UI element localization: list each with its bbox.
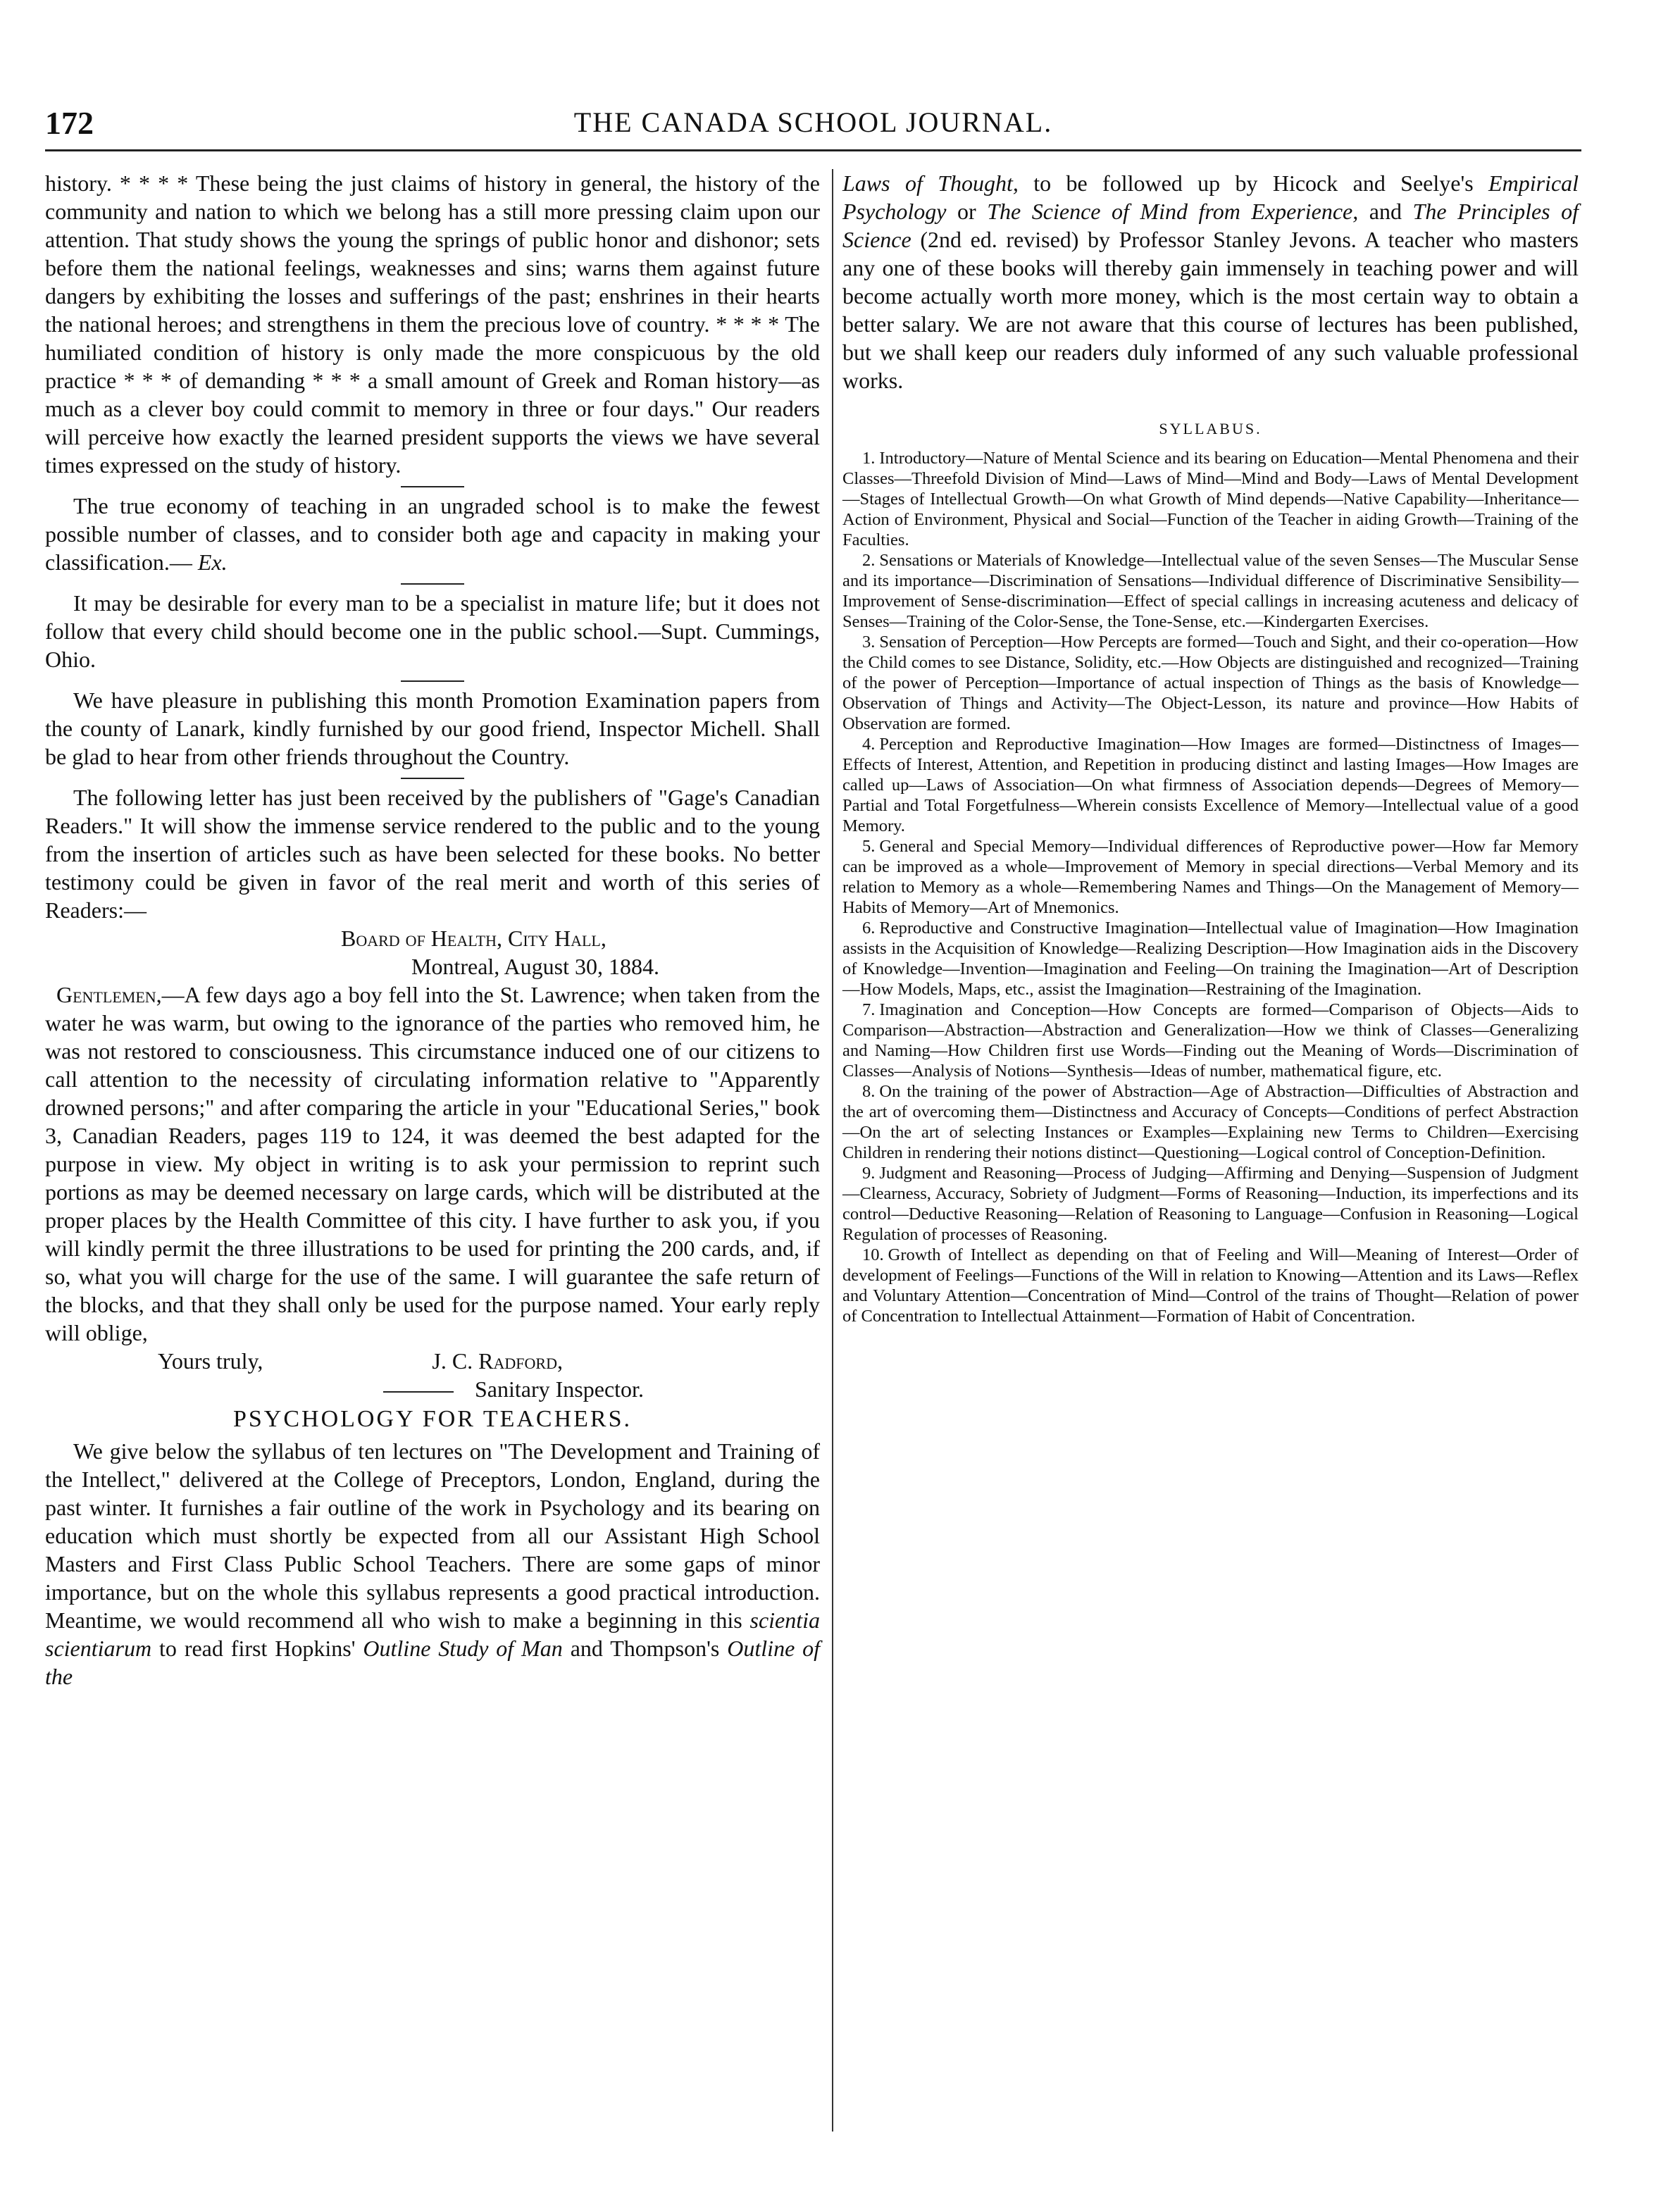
intro-text-3: and bbox=[1369, 199, 1402, 224]
signoff-yours: Yours truly, bbox=[158, 1348, 263, 1374]
lecture-number: 7. bbox=[862, 1000, 876, 1019]
lecture-text: On the training of the power of Abstraction—Age of Abstraction—Difficulties of Abstraction and the art of overcoming them—Distinctness and Accuracy of Concepts—Conditions of perfect Abstraction—On the art of selecting Instances or Examples—Explaining new Terms to Children—Exercising Children in rendering their notions distinct—Questioning—Logical control of Conception-Definition. bbox=[842, 1082, 1579, 1162]
column-divider bbox=[832, 169, 833, 2132]
lecture-item bbox=[842, 632, 1579, 734]
letter-body-text: —A few days ago a boy fell into the St. Lawrence; when taken from the water he was warm, but owing to the ignorance of the parties who removed him, he was not restored to consciousness. This circumstance induced one of our citizens to call attention to the necessity of circulating information relative to "Apparently drowned persons;" and after comparing the article in your "Educational Series," book 3, Canadian Readers, pages 119 to 124, it was deemed the best adapted for the purpose in view. My object in writing is to ask your permission to reprint such portions as may be deemed necessary on large cards, which will be distributed at the proper places by the Health Committee of this city. I have further to ask you, if you will kindly permit the three illustrations to be used for printing the 200 cards, and, if so, what you will charge for the use of the same. I will guarantee the safe return of the blocks, and that they shall only be used for the purpose named. Your early reply will oblige, bbox=[45, 982, 820, 1345]
psychology-intro-paragraph bbox=[45, 1437, 820, 1691]
lecture-number: 9. bbox=[862, 1164, 876, 1183]
lecture-text: Sensations or Materials of Knowledge—Intellectual value of the seven Senses—The Muscular Sense and its importance—Discrimination of Sensations—Individual difference of Discriminative Sensibility—Improvement of Sense-discrimination—Effect of special callings in increasing acuteness and delicacy of Senses—Training of the Color-Sense, the Tone-Sense, etc.—Kindergarten Exercises. bbox=[842, 551, 1579, 631]
syllabus-heading: SYLLABUS. bbox=[1159, 420, 1262, 437]
lecture-item bbox=[842, 1163, 1579, 1245]
lecture-number: 2. bbox=[862, 551, 876, 570]
lecture-number: 1. bbox=[862, 449, 876, 468]
letter-signoff bbox=[45, 1347, 820, 1403]
economy-paragraph bbox=[45, 492, 820, 576]
lecture-number: 5. bbox=[862, 837, 876, 856]
psych-em-3: Outline of the bbox=[45, 1636, 821, 1689]
intro-text-4: (2nd ed. revised) by Professor Stanley Jevons. A teacher who masters any one of these books will thereby gain immensely in teaching power and will become actually worth more money, which is the most certain way to obtain a better salary. We are not aware that this course of lectures has been published, but we shall keep our readers duly informed of any such valuable professional works. bbox=[842, 227, 1579, 393]
page-number: 172 bbox=[45, 105, 94, 141]
lecture-text: Judgment and Reasoning—Process of Judging—Affirming and Denying—Suspension of Judgment—Clearness, Accuracy, Sobriety of Judgment—Forms of Reasoning—Induction, its imperfections and its control—Deductive Reasoning—Relation of Reasoning to Language—Confusion in Reasoning—Logical Regulation of processes of Reasoning. bbox=[842, 1164, 1579, 1244]
header-rule bbox=[45, 149, 1581, 151]
signoff-title: Sanitary Inspector. bbox=[475, 1376, 644, 1402]
lecture-text: Growth of Intellect as depending on that of Feeling and Will—Meaning of Interest—Order of development of Feelings—Functions of the Will in relation to Knowing—Attention and its Laws—Reflex and Voluntary Attention—Concentration of Mind—Control of the trains of Thought—Relation of power of Concentration to Intellectual Attainment—Formation of Habit of Concentration. bbox=[842, 1245, 1579, 1326]
intro-em-4: The Principles of Science bbox=[842, 199, 1579, 252]
lecture-text: Imagination and Conception—How Concepts are formed—Comparison of Objects—Aids to Comparison—Abstraction—Abstraction and Generalization—How we think of Classes—Generalizing and Naming—How Children first use Words—Finding out the Meaning of Words—Discrimination of Classes—Analysis of Notions—Synthesis—Ideas of number, mathematical figure, etc. bbox=[842, 1000, 1579, 1081]
page-header bbox=[45, 104, 1581, 147]
psych-text-a: We give below the syllabus of ten lectures on "The Development and Training of the Intellect," delivered at the College of Preceptors, London, England, during the past winter. It furnishes a fair outline of the work in Psychology and its bearing on education which must shortly be expected from all our Assistant High School Masters and First Class Public School Teachers. There are some gaps of minor importance, but on the whole this syllabus represents a good practical introduction. Meantime, we would recommend all who wish to make a beginning in this bbox=[45, 1438, 820, 1633]
psychology-section-heading: PSYCHOLOGY FOR TEACHERS. bbox=[232, 1406, 633, 1432]
psychology-intro-continued bbox=[842, 169, 1579, 394]
lecture-text: Reproductive and Constructive Imagination—Intellectual value of Imagination—How Imagination assists in the Acquisition of Knowledge—Realizing Description—How Imagination aids in the Discovery of Knowledge—Invention—Imagination and Feeling—On training the Imagination—Art of Description—How Models, Maps, etc., assist the Imagination—Restraining of the Imagination. bbox=[842, 919, 1579, 999]
journal-title: THE CANADA SCHOOL JOURNAL. bbox=[573, 106, 1053, 138]
lecture-item bbox=[842, 550, 1579, 632]
specialist-paragraph: It may be desirable for every man to be a specialist in mature life; but it does not follow that every child should become one in the public school.—Supt. Cummings, Ohio. bbox=[45, 590, 820, 672]
left-column bbox=[45, 169, 820, 1691]
economy-signature: Ex. bbox=[197, 549, 228, 575]
lecture-number: 3. bbox=[862, 633, 876, 652]
lecture-item bbox=[842, 1000, 1579, 1081]
lecture-item bbox=[842, 836, 1579, 918]
lecture-text: Perception and Reproductive Imagination—How Images are formed—Distinctness of Images—Effects of Interest, Attention, and Repetition in producing distinct and lasting Images—How Images are called up—Laws of Association—On what firmness of Association depends—Degrees of Memory—Partial and Total Forgetfulness—Wherein consists Excellence of Memory—Intellectual value of a good Memory. bbox=[842, 735, 1579, 835]
lecture-item bbox=[842, 918, 1579, 1000]
lecture-text: General and Special Memory—Individual differences of Reproductive power—How far Memory can be improved as a whole—Improvement of Memory in special directions—Verbal Memory and its relation to Memory as a whole—Remembering Names and Things—On the Management of Memory—Habits of Memory—Art of Mnemonics. bbox=[842, 837, 1579, 917]
intro-em-1: Laws of Thought, bbox=[842, 170, 1019, 196]
lecture-item bbox=[842, 734, 1579, 836]
intro-text-1: to be followed up by Hicock and Seelye's bbox=[1033, 170, 1474, 196]
lecture-number: 4. bbox=[862, 735, 876, 754]
psych-text-c: and Thompson's bbox=[570, 1636, 720, 1661]
economy-text: The true economy of teaching in an ungraded school is to make the fewest possible number of classes, and to consider both age and capacity in making your classification.— bbox=[45, 493, 820, 575]
promotion-paragraph: We have pleasure in publishing this month Promotion Examination papers from the county of Lanark, kindly furnished by our good friend, Inspector Michell. Shall be glad to hear from other friends throughout the Country. bbox=[45, 687, 820, 769]
right-column bbox=[842, 169, 1579, 1326]
lecture-item bbox=[842, 1081, 1579, 1163]
lecture-number: 8. bbox=[862, 1082, 876, 1101]
lecture-item bbox=[842, 1245, 1579, 1326]
section-rule bbox=[401, 486, 464, 487]
intro-em-2: Empirical Psychology bbox=[842, 170, 1579, 224]
psych-em-2: Outline Study of Man bbox=[363, 1636, 563, 1661]
lecture-item bbox=[842, 448, 1579, 550]
lecture-number: 6. bbox=[862, 919, 876, 938]
psych-text-b: to read first Hopkins' bbox=[159, 1636, 356, 1661]
section-rule bbox=[401, 583, 464, 585]
intro-text-2: or bbox=[957, 199, 976, 224]
lecture-number: 10. bbox=[862, 1245, 884, 1264]
psych-em-1: scientia scientiarum bbox=[45, 1607, 821, 1661]
lecture-text: Introductory—Nature of Mental Science and its bearing on Education—Mental Phenomena and their Classes—Threefold Division of Mind—Laws of Mind—Mind and Body—Laws of Mental Development—Stages of Intellectual Growth—On what Growth of Mind depends—Native Capability—Inheritance—Action of Environment, Physical and Social—Function of the Teacher in aiding Growth—Training of the Faculties. bbox=[842, 449, 1579, 549]
letter-body bbox=[45, 981, 820, 1347]
section-rule bbox=[401, 778, 464, 779]
signoff-rule bbox=[383, 1391, 454, 1393]
history-paragraph: history. * * * * These being the just claims of history in general, the history of the community and nation to which we belong has a still more pressing claim upon our attention. That study shows the young the springs of public honor and dishonor; sets before them the national feelings, weaknesses and sins; warns them against future dangers by exhibiting the losses and sufferings of the past; enshrines in their hearts the national heroes; and strengthens in them the precious love of country. * * * * The humiliated condition of history is only made the more conspicuous by the old practice * * * of demanding * * * a small amount of Greek and Roman history—as much as a clever boy could commit to memory in three or four days." Our readers will perceive how exactly the learned president supports the views we have several times expressed on the study of history. bbox=[45, 170, 820, 478]
intro-em-3: The Science of Mind from Experience, bbox=[987, 199, 1359, 224]
letter-address: Board of Health, City Hall, bbox=[341, 926, 606, 951]
lecture-text: Sensation of Perception—How Percepts are formed—Touch and Sight, and their co-operation—How the Child comes to see Distance, Solidity, etc.—How Objects are distinguished and recognized—Training of the power of Perception—Importance of actual inspection of Things as the basis of Knowledge—Observation of Things and Activity—The Object-Lesson, its nature and province—How Habits of Observation are formed. bbox=[842, 633, 1579, 733]
section-rule bbox=[401, 680, 464, 682]
letter-date: Montreal, August 30, 1884. bbox=[411, 954, 659, 979]
signoff-name: J. C. Radford, bbox=[432, 1348, 563, 1374]
letter-salutation: Gentlemen, bbox=[56, 982, 162, 1007]
letter-intro-paragraph: The following letter has just been received by the publishers of "Gage's Canadian Readers." It will show the immense service rendered to the public and to the young from the insertion of articles such as have been selected for these books. No better testimony could be given in favor of the real merit and worth of this series of Readers:— bbox=[45, 785, 820, 923]
